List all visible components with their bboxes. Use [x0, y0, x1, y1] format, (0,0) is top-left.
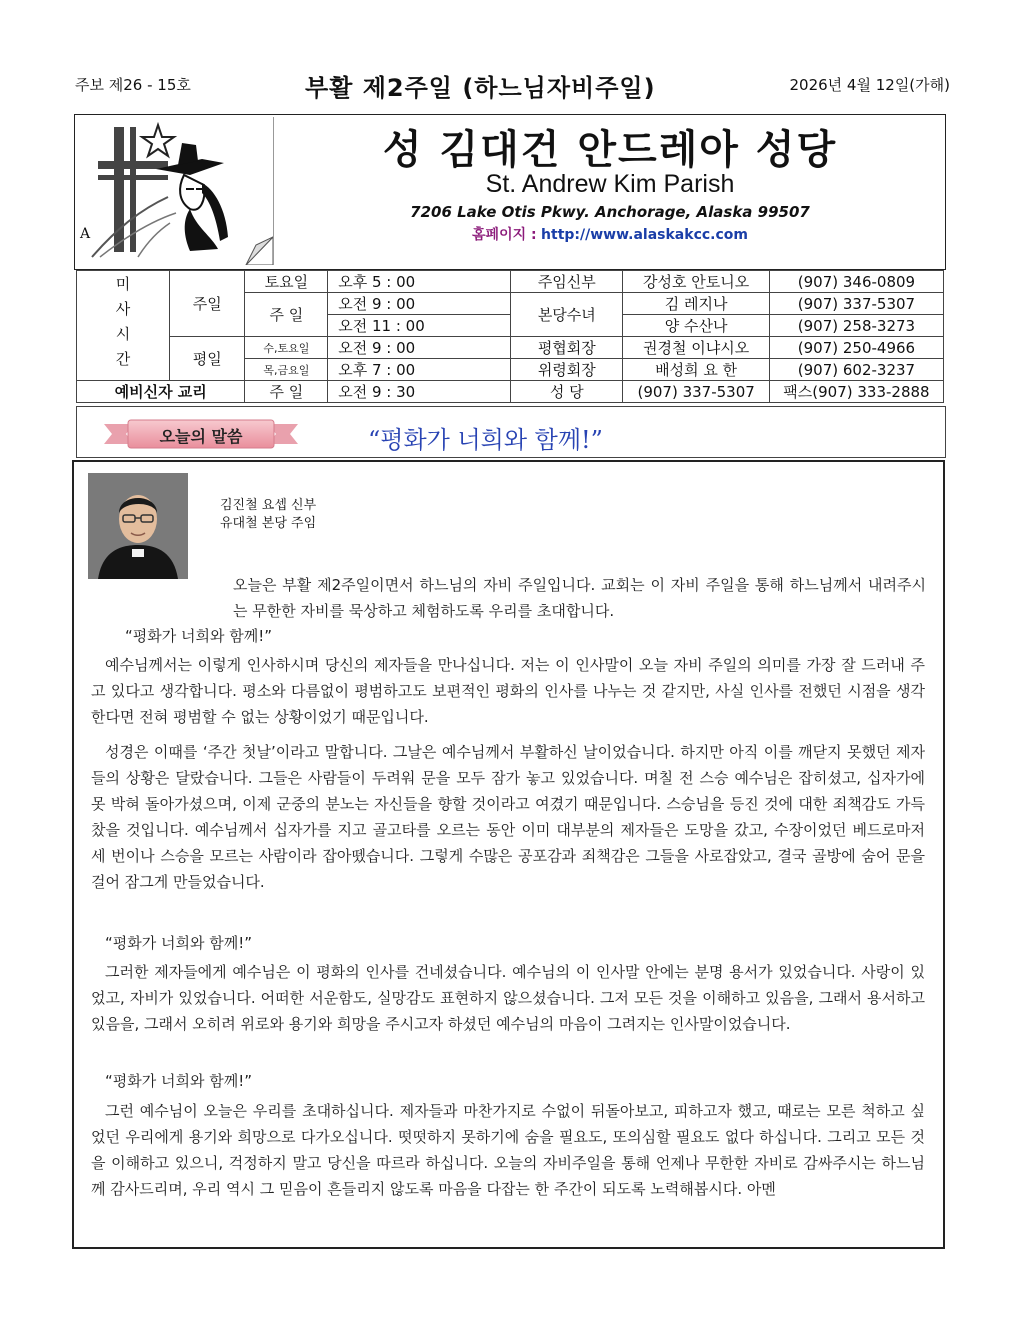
- staff-role: 평협회장: [511, 337, 623, 359]
- catechism-time: 오전 9 : 30: [328, 381, 511, 403]
- parish-office-phone: (907) 337-5307: [623, 381, 769, 403]
- staff-phone: (907) 337-5307: [769, 293, 943, 315]
- homily-intro: 오늘은 부활 제2주일이면서 하느님의 자비 주일입니다. 교회는 이 자비 주일을 통해 하느님께서 내려주시는 무한한 자비를 묵상하고 체험하도록 우리를 초대합니다.: [233, 576, 926, 620]
- homily-quote: “평화가 너희와 함께!”: [105, 934, 253, 952]
- mass-time-label: 미사시간: [77, 271, 170, 381]
- church-name-english: St. Andrew Kim Parish: [485, 170, 735, 198]
- homily-quote: “평화가 너희와 함께!”: [105, 1072, 253, 1090]
- priest-photo: [88, 473, 188, 579]
- schedule-time: 오전 9 : 00: [328, 337, 511, 359]
- homily-paragraph: 성경은 이때를 ‘주간 첫날’이라고 말합니다. 그날은 예수님께서 부활하신 날이었습니다. 하지만 아직 이를 깨닫지 못했던 제자들의 상황은 달랐습니다. 그들은 사람들이 두려워 문을 모두 잠가 놓고 있었습니다. 며칠 전 스승 예수님은 잡히셨고, 십자가에 못 박혀 돌아가셨으며, 이제 군중의 분노는 자신들을 향할 것이라고 여겼기 때문입니다. 스승님을 등진 것에 대한 죄책감도 가득 찼을 것입니다. 예수님께서 십자가를 지고 골고타를 오르는 동안 이미 대부분의 제자들은 도망을 갔고, 수장이었던 베드로마저 세 번이나 스승을 모르는 사람이라 잡아뗐습니다. 그렇게 수많은 공포감과 죄책감은 그들을 사로잡았고, 결국 골방에 숨어 문을 걸어 잠그게 만들었습니다.: [91, 743, 925, 891]
- catechism-day: 주 일: [245, 381, 328, 403]
- parish-office-label: 성 당: [511, 381, 623, 403]
- staff-name: 양 수산나: [623, 315, 769, 337]
- sunday-group-label: 주일: [170, 271, 245, 337]
- weekday-group-label: 평일: [170, 337, 245, 381]
- staff-name: 김 레지나: [623, 293, 769, 315]
- homepage-link[interactable]: http://www.alaskakcc.com: [541, 227, 748, 243]
- todays-word-title: “평화가 너희와 함께!”: [368, 426, 603, 454]
- schedule-time: 오전 9 : 00: [328, 293, 511, 315]
- staff-phone: (907) 346-0809: [769, 271, 943, 293]
- author-position: 유대철 본당 주임: [220, 516, 317, 531]
- staff-name: 권경철 이냐시오: [623, 337, 769, 359]
- homily-paragraph: 그러한 제자들에게 예수님은 이 평화의 인사를 건네셨습니다. 예수님의 이 인사말 안에는 분명 용서가 있었습니다. 사랑이 있었고, 자비가 있었습니다. 어떠한 서운함도, 실망감도 표현하지 않으셨습니다. 그저 모든 것을 이해하고 있음을, 그래서 용서하고 있음을, 그래서 오히려 위로와 용기와 희망을 주시고자 하셨던 예수님의 마음이 그려지는 인사말이었습니다.: [91, 963, 925, 1033]
- homily-paragraph: 예수님께서는 이렇게 인사하시며 당신의 제자들을 만나십니다. 저는 이 인사말이 오늘 자비 주일의 의미를 가장 잘 드러내 주고 있다고 생각합니다. 평소와 다름없이 평범하고도 보편적인 평화의 인사를 나누는 것 같지만, 사실 인사를 전했던 시점을 생각한다면 전혀 평범할 수 없는 상황이었기 때문입니다.: [91, 656, 925, 726]
- logo-letter: A: [80, 226, 91, 242]
- issue-number: 주보 제26 - 15호: [75, 76, 191, 94]
- bulletin-topline: [75, 68, 950, 102]
- schedule-day: 수,토요일: [245, 337, 328, 359]
- staff-phone: (907) 602-3237: [769, 359, 943, 381]
- schedule-time: 오후 7 : 00: [328, 359, 511, 381]
- schedule-day: 목,금요일: [245, 359, 328, 381]
- staff-role: 위령회장: [511, 359, 623, 381]
- schedule-time: 오후 5 : 00: [328, 271, 511, 293]
- church-address: 7206 Lake Otis Pkwy. Anchorage, Alaska 99507: [410, 203, 810, 221]
- catechism-label: 예비신자 교리: [77, 381, 245, 403]
- schedule-time: 오전 11 : 00: [328, 315, 511, 337]
- staff-role: 본당수녀: [511, 293, 623, 337]
- week-title: 부활 제2주일 (하느님자비주일): [305, 74, 656, 102]
- bulletin-date: 2026년 4월 12일(가해): [789, 76, 950, 94]
- church-name-korean: 성 김대건 안드레아 성당: [382, 127, 838, 173]
- staff-name: 강성호 안토니오: [623, 271, 769, 293]
- schedule-day: 토요일: [245, 271, 328, 293]
- staff-name: 배성희 요 한: [623, 359, 769, 381]
- homily-quote: “평화가 너희와 함께!”: [125, 627, 273, 645]
- church-logo: [78, 117, 274, 265]
- author-name: 김진철 요셉 신부: [220, 498, 317, 513]
- schedule-day: 주 일: [245, 293, 328, 337]
- staff-phone: (907) 250-4966: [769, 337, 943, 359]
- homepage-label: 홈페이지 :: [472, 227, 537, 243]
- staff-phone: (907) 258-3273: [769, 315, 943, 337]
- mass-schedule-table: [76, 270, 944, 403]
- cross-figure-logo-icon: [78, 117, 273, 265]
- todays-word-label: 오늘의 말씀: [159, 427, 243, 446]
- church-homepage: [290, 224, 930, 244]
- staff-role: 주임신부: [511, 271, 623, 293]
- parish-fax: 팩스(907) 333-2888: [769, 381, 943, 403]
- priest-portrait-icon: [88, 473, 188, 579]
- homily-paragraph: 그런 예수님이 오늘은 우리를 초대하십니다. 제자들과 마찬가지로 수없이 뒤돌아보고, 피하고자 했고, 때로는 모른 척하고 싶었던 우리에게 용기와 희망으로 다가오십니다. 떳떳하지 못하기에 숨을 필요도, 또의심할 필요도 없다 하십니다. 그리고 모든 것을 이해하고 있으니, 걱정하지 말고 당신을 따르라 하십니다. 오늘의 자비주일을 통해 언제나 무한한 자비로 감싸주시는 하느님께 감사드리며, 우리 역시 그 믿음이 흔들리지 않도록 마음을 다잡는 한 주간이 되도록 노력해봅시다. 아멘: [91, 1102, 925, 1198]
